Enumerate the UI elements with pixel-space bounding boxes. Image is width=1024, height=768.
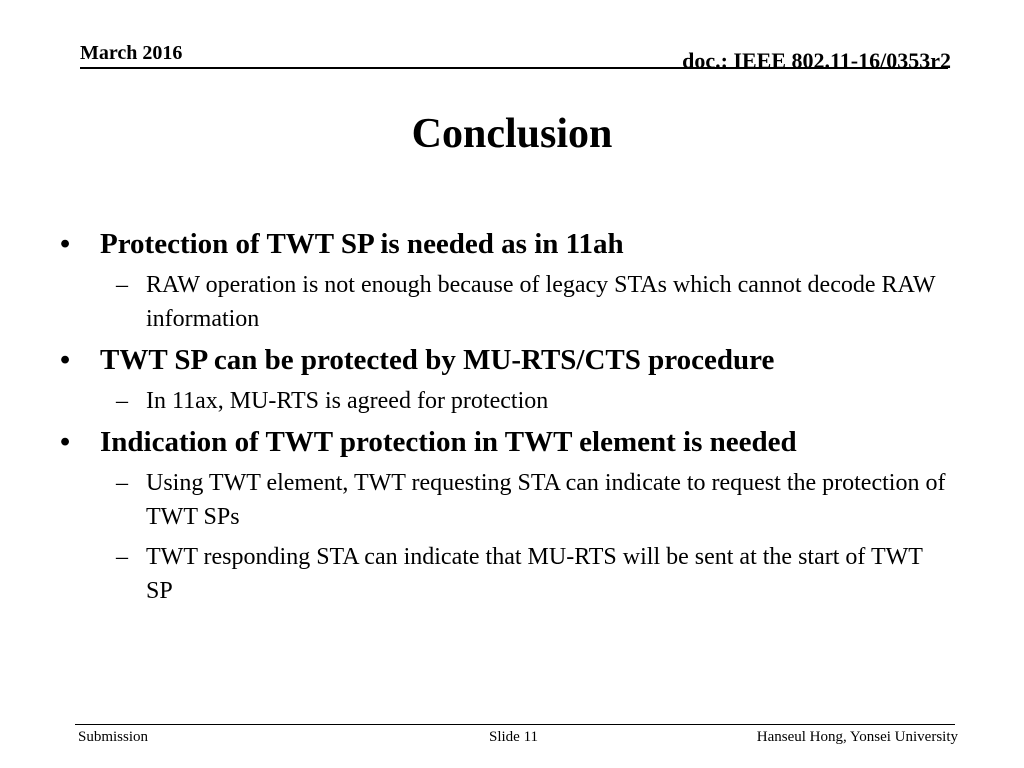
sub-bullet-item <box>116 384 946 418</box>
bullet-item <box>60 226 960 262</box>
bullet-marker: • <box>60 426 71 458</box>
bullet-marker: • <box>60 344 71 376</box>
sub-bullet-text: RAW operation is not enough because of legacy STAs which cannot decode RAW information <box>146 272 936 332</box>
header-date: March 2016 <box>80 42 183 64</box>
slide-title: Conclusion <box>411 111 613 157</box>
bullet-text: Protection of TWT SP is needed as in 11ah <box>100 228 624 260</box>
dash-marker: – <box>116 470 128 496</box>
dash-marker: – <box>116 388 128 414</box>
footer-slide-number: Slide 11 <box>489 729 539 745</box>
footer-rule <box>75 724 955 725</box>
sub-bullet-text: TWT responding STA can indicate that MU-RTS will be sent at the start of TWT SP <box>146 544 923 604</box>
dash-marker: – <box>116 544 128 570</box>
sub-bullet-item <box>116 268 946 336</box>
sub-bullet-item <box>116 466 946 534</box>
sub-bullet-item <box>116 540 946 608</box>
sub-bullet-text: Using TWT element, TWT requesting STA can indicate to request the protection of TWT SPs <box>146 470 946 530</box>
footer-author: Hanseul Hong, Yonsei University <box>756 729 958 745</box>
header-doc-id: doc.: IEEE 802.11-16/0353r2 <box>682 48 951 73</box>
slide-content <box>60 226 960 614</box>
sub-bullet-text: In 11ax, MU-RTS is agreed for protection <box>146 388 549 414</box>
header-rule <box>80 67 948 69</box>
footer-submission: Submission <box>78 729 149 745</box>
bullet-marker: • <box>60 228 71 260</box>
bullet-text: TWT SP can be protected by MU-RTS/CTS procedure <box>100 344 775 376</box>
bullet-text: Indication of TWT protection in TWT element is needed <box>100 426 797 458</box>
bullet-item <box>60 424 960 460</box>
dash-marker: – <box>116 272 128 298</box>
bullet-item <box>60 342 960 378</box>
